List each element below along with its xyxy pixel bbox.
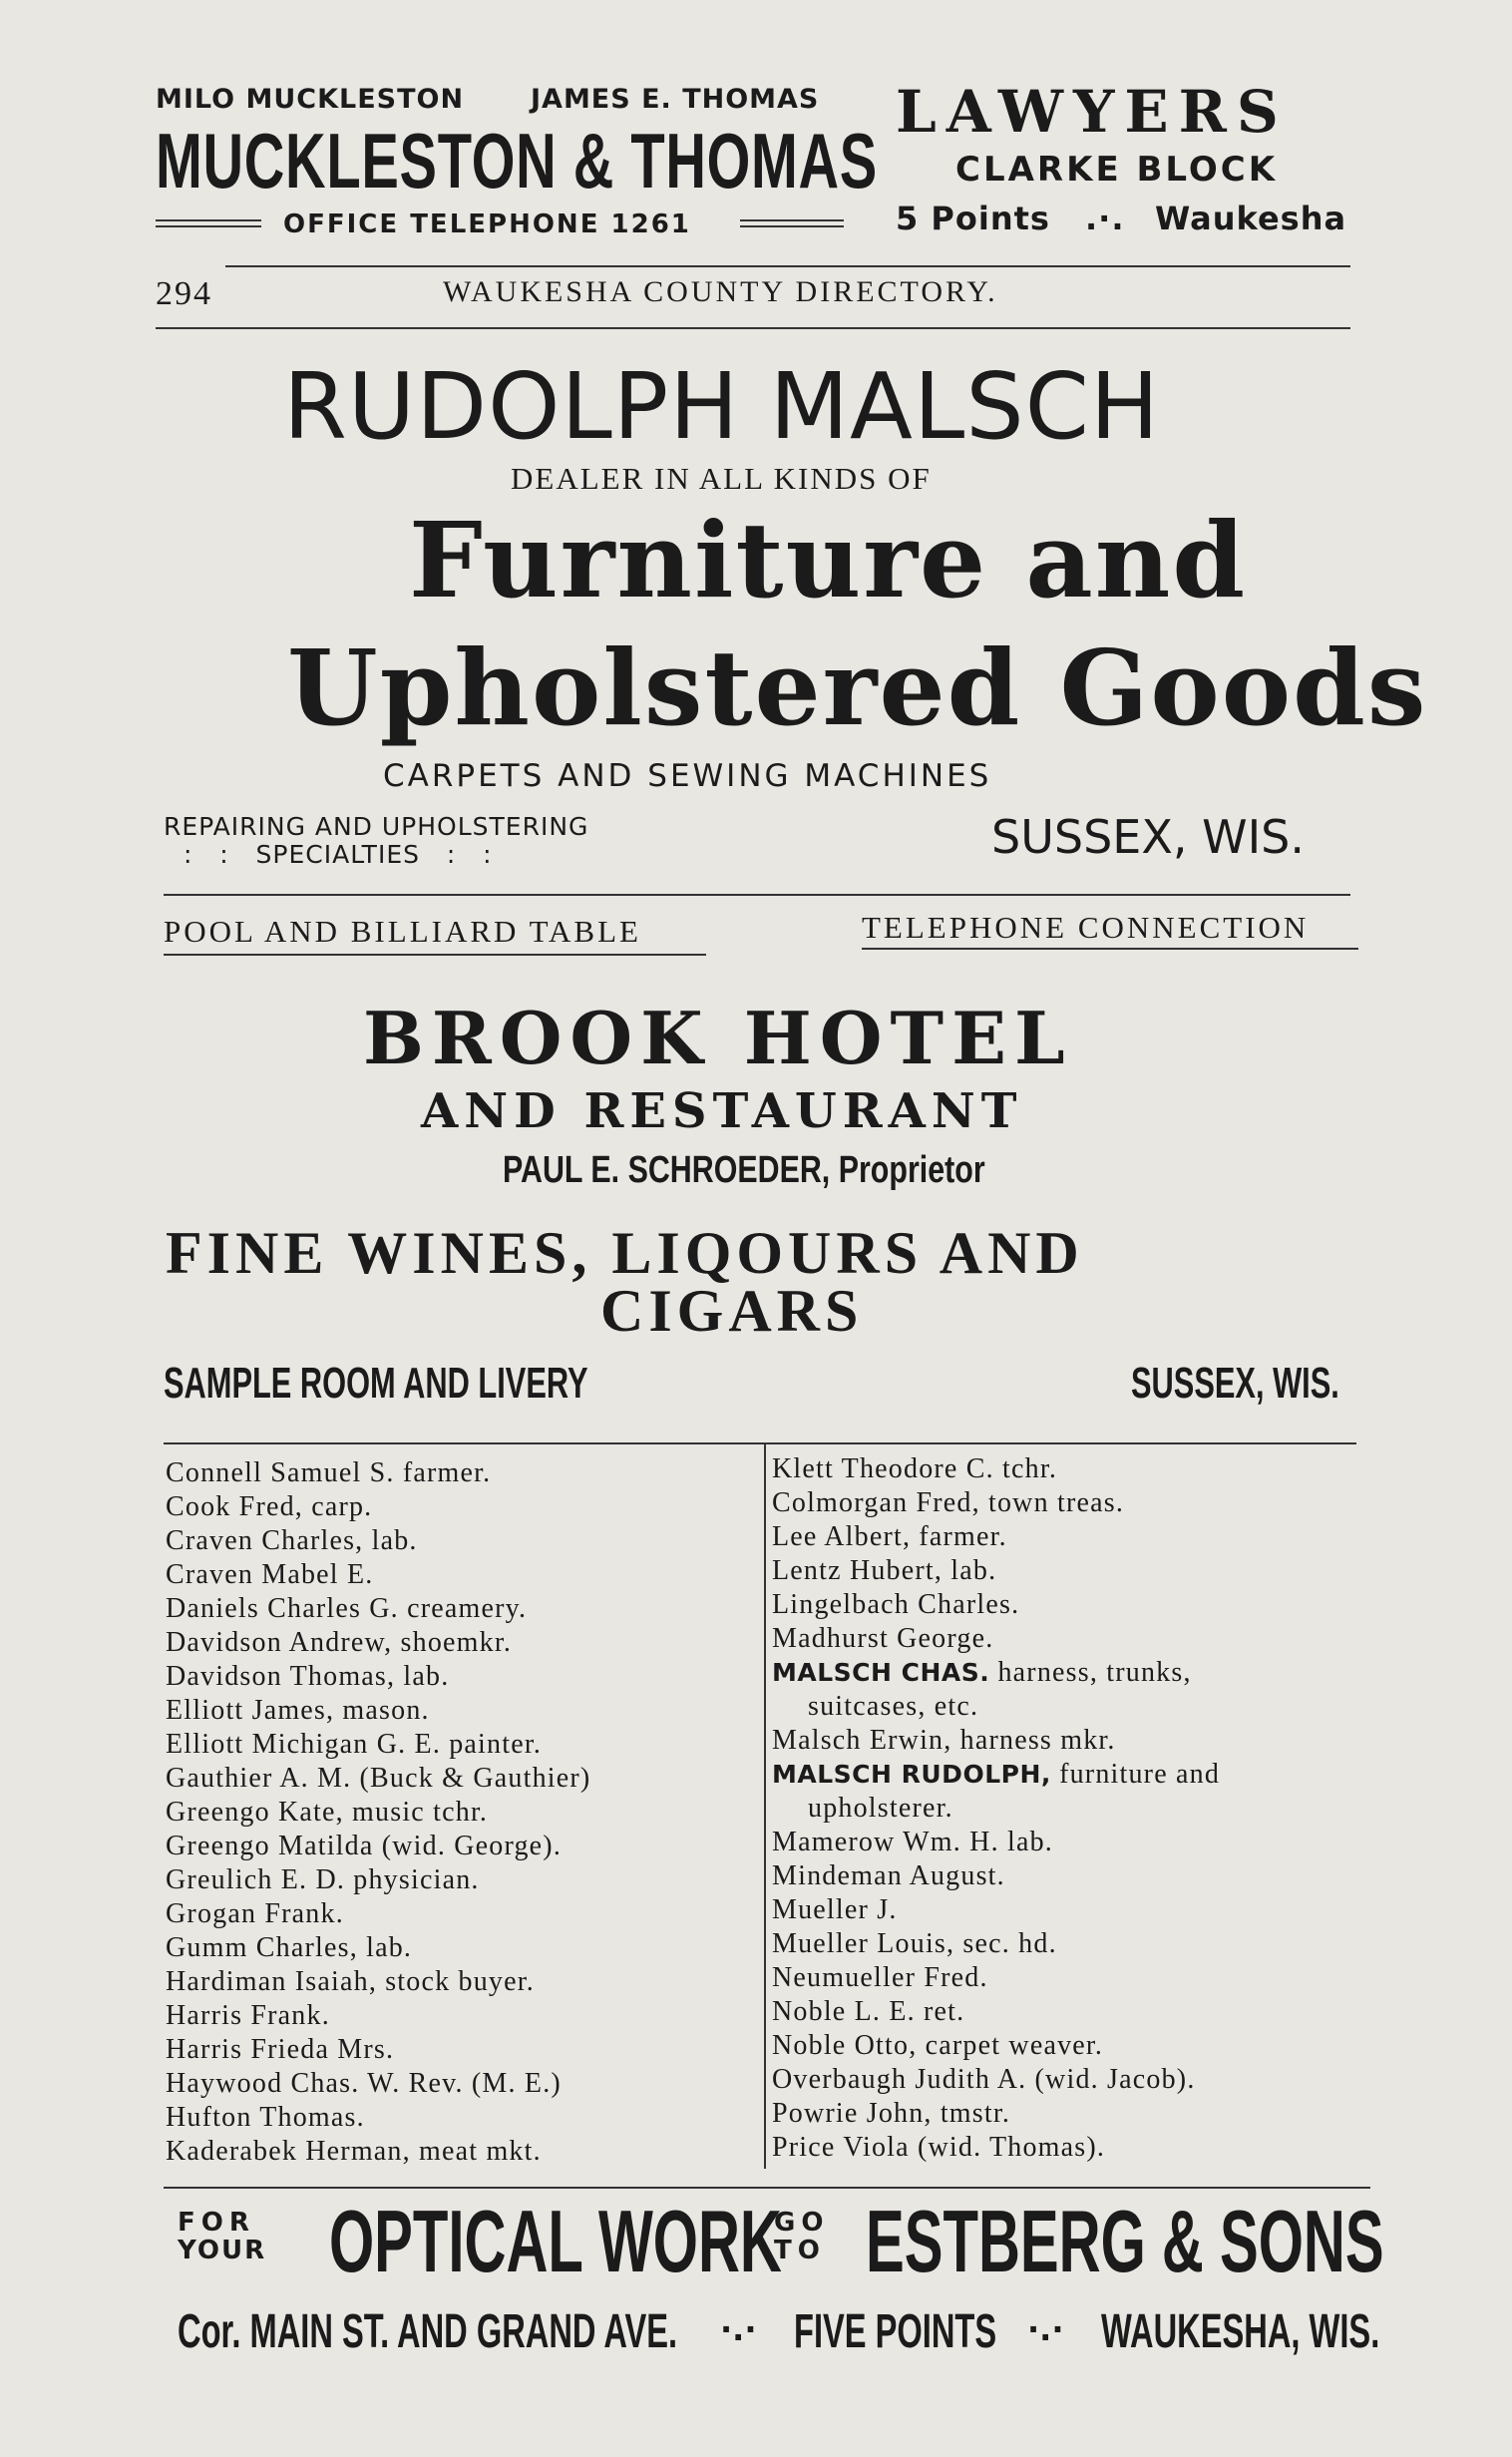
directory-entry-text: Klett Theodore C. tchr. — [772, 1453, 1058, 1484]
directory-entry-text: Mueller Louis, sec. hd. — [772, 1928, 1057, 1959]
directory-entry: Hardiman Isaiah, stock buyer. — [166, 1966, 535, 1997]
directory-entry: Hufton Thomas. — [166, 2102, 365, 2133]
location-right: Waukesha — [1155, 200, 1347, 237]
directory-entry: Greengo Matilda (wid. George). — [166, 1831, 563, 1861]
optician-firm: ESTBERG & SONS — [866, 2192, 1384, 2290]
service-name: OPTICAL WORK — [329, 2192, 782, 2290]
location-separator: .·. — [1085, 200, 1125, 237]
repair-line-2: : : SPECIALTIES : : — [184, 840, 493, 869]
hotel-name: BROOK HOTEL — [363, 996, 1073, 1080]
directory-entry — [772, 1758, 1370, 1792]
go-word: GO — [774, 2208, 830, 2238]
directory-entry-text: Mamerow Wm. H. lab. — [772, 1827, 1054, 1857]
directory-entry-text: Lingelbach Charles. — [772, 1589, 1020, 1620]
directory-entry: Elliott Michigan G. E. painter. — [166, 1729, 543, 1760]
header-bottom-rule — [156, 327, 1350, 329]
directory-entry: Davidson Thomas, lab. — [166, 1661, 450, 1692]
directory-entry — [772, 1893, 1370, 1927]
directory-entry: Connell Samuel S. farmer. — [166, 1457, 492, 1488]
directory-entry-text: Noble L. E. ret. — [772, 1996, 965, 2027]
rule-right — [740, 219, 844, 227]
directory-entry — [772, 1656, 1370, 1690]
directory-entry — [772, 1927, 1370, 1961]
hotel-top-rule — [164, 894, 1350, 896]
directory-entry — [772, 1554, 1370, 1588]
hotel-subtitle: AND RESTAURANT — [421, 1083, 1023, 1139]
directory-entry: Harris Frieda Mrs. — [166, 2034, 395, 2065]
directory-entry-text: Mueller J. — [772, 1894, 898, 1925]
directory-entry: Harris Frank. — [166, 2000, 330, 2031]
your-word: YOUR — [178, 2236, 267, 2265]
directory-entry-text: furniture and — [1050, 1759, 1221, 1790]
rule-left — [156, 219, 261, 227]
directory-right-column — [772, 1452, 1370, 2165]
location-left: 5 Points — [896, 200, 1050, 237]
for-your-stack — [178, 2209, 266, 2264]
directory-entry-text: suitcases, etc. — [808, 1691, 979, 1722]
directory-entry — [772, 2029, 1370, 2063]
directory-entry-bold-name: MALSCH CHAS. — [772, 1658, 990, 1687]
directory-entry-text: Noble Otto, carpet weaver. — [772, 2030, 1104, 2061]
directory-entry: Craven Mabel E. — [166, 1559, 374, 1590]
directory-entry — [772, 2063, 1370, 2097]
go-to-stack — [774, 2209, 829, 2264]
directory-entry: Grogan Frank. — [166, 1898, 344, 1929]
directory-entry: Kaderabek Herman, meat mkt. — [166, 2136, 542, 2167]
to-word: TO — [774, 2236, 826, 2265]
running-title: WAUKESHA COUNTY DIRECTORY. — [443, 275, 998, 308]
directory-entry: Davidson Andrew, shoemkr. — [166, 1627, 513, 1658]
directory-entry-text: Malsch Erwin, harness mkr. — [772, 1725, 1116, 1756]
directory-entry — [772, 1961, 1370, 1995]
directory-entry-text: Mindeman August. — [772, 1860, 1005, 1891]
carpets-line: CARPETS AND SEWING MACHINES — [383, 758, 992, 794]
profession-heading: LAWYERS — [896, 78, 1289, 146]
firm-name: MUCKLESTON & THOMAS — [156, 117, 878, 205]
sample-room: SAMPLE ROOM AND LIVERY — [164, 1359, 588, 1408]
directory-entry-text: Price Viola (wid. Thomas). — [772, 2132, 1106, 2163]
pool-line: POOL AND BILLIARD TABLE — [164, 914, 641, 949]
directory-entry: Elliott James, mason. — [166, 1695, 430, 1726]
directory-bottom-rule — [164, 2187, 1370, 2189]
directory-left-column — [166, 1456, 758, 2169]
wines-line-1: FINE WINES, LIQOURS AND — [166, 1220, 1084, 1286]
directory-entry: Gauthier A. M. (Buck & Gauthier) — [166, 1763, 591, 1794]
partner-name-left: MILO MUCKLESTON — [156, 84, 465, 115]
directory-entry-text: Lentz Hubert, lab. — [772, 1555, 997, 1586]
directory-entry-text: Neumueller Fred. — [772, 1962, 988, 1993]
telephone-line: TELEPHONE CONNECTION — [862, 910, 1310, 945]
address-left: Cor. MAIN ST. AND GRAND AVE. — [178, 2305, 678, 2358]
pool-underline — [164, 954, 706, 956]
directory-entry — [772, 1486, 1370, 1520]
address-separator-1: ·.· — [720, 2310, 757, 2348]
address-right: WAUKESHA, WIS. — [1101, 2305, 1380, 2358]
directory-entry — [772, 1995, 1370, 2029]
goods-line-1: Furniture and — [409, 499, 1248, 621]
telephone-underline — [862, 948, 1358, 950]
partner-name-right: JAMES E. THOMAS — [531, 84, 820, 115]
directory-column-divider — [764, 1444, 766, 2169]
furniture-town: SUSSEX, WIS. — [991, 810, 1305, 864]
wines-line-2: CIGARS — [600, 1278, 864, 1344]
directory-entry-bold-name: MALSCH RUDOLPH, — [772, 1760, 1051, 1789]
directory-entry-text: upholsterer. — [808, 1793, 953, 1824]
directory-entry: Daniels Charles G. creamery. — [166, 1593, 528, 1624]
directory-top-rule — [164, 1442, 1356, 1444]
directory-entry — [772, 1724, 1370, 1758]
directory-entry — [772, 1588, 1370, 1622]
directory-entry: Haywood Chas. W. Rev. (M. E.) — [166, 2068, 562, 2099]
address-middle: FIVE POINTS — [794, 2305, 997, 2358]
hotel-town: SUSSEX, WIS. — [1131, 1359, 1339, 1408]
directory-entry-text: Overbaugh Judith A. (wid. Jacob). — [772, 2064, 1196, 2095]
directory-entry-text: harness, trunks, — [989, 1657, 1192, 1688]
directory-entry — [772, 2131, 1370, 2165]
directory-entry: Greulich E. D. physician. — [166, 1864, 480, 1895]
directory-entry — [772, 1690, 1370, 1724]
directory-entry-text: Colmorgan Fred, town treas. — [772, 1487, 1125, 1518]
directory-entry — [772, 1792, 1370, 1826]
proprietor: PAUL E. SCHROEDER, Proprietor — [503, 1149, 985, 1191]
directory-entry: Greengo Kate, music tchr. — [166, 1797, 489, 1828]
building-name: CLARKE BLOCK — [955, 150, 1279, 190]
directory-entry: Gumm Charles, lab. — [166, 1932, 413, 1963]
directory-entry — [772, 1622, 1370, 1656]
goods-line-2: Upholstered Goods — [287, 626, 1428, 749]
directory-entry-text: Lee Albert, farmer. — [772, 1521, 1007, 1552]
dealer-line: DEALER IN ALL KINDS OF — [511, 461, 932, 496]
page-number: 294 — [156, 275, 212, 312]
directory-entry — [772, 1826, 1370, 1859]
address-separator-2: ·.· — [1027, 2310, 1064, 2348]
directory-entry — [772, 1452, 1370, 1486]
directory-entry — [772, 1859, 1370, 1893]
directory-entry — [772, 1520, 1370, 1554]
for-word: FOR — [178, 2208, 255, 2238]
directory-entry: Craven Charles, lab. — [166, 1525, 418, 1556]
directory-entry — [772, 2097, 1370, 2131]
directory-entry-text: Powrie John, tmstr. — [772, 2098, 1011, 2129]
directory-entry: Cook Fred, carp. — [166, 1491, 373, 1522]
office-telephone: OFFICE TELEPHONE 1261 — [283, 209, 691, 239]
dealer-name: RUDOLPH MALSCH — [283, 353, 1161, 460]
repair-line-1: REPAIRING AND UPHOLSTERING — [164, 812, 589, 841]
header-top-rule — [225, 265, 1350, 267]
directory-entry-text: Madhurst George. — [772, 1623, 994, 1654]
